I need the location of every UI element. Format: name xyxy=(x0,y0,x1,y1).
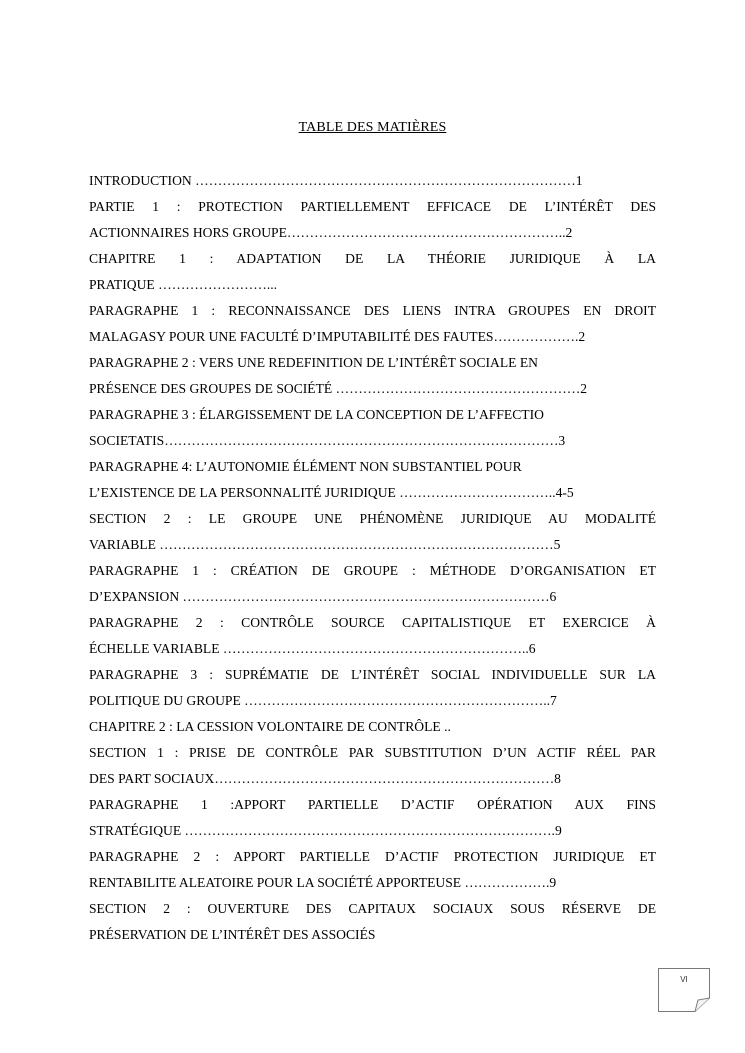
toc-line: PRÉSENCE DES GROUPES DE SOCIÉTÉ ………………………………………………2 xyxy=(89,381,588,396)
toc-line: ÉCHELLE VARIABLE …………………………………………………………..6 xyxy=(89,641,536,656)
toc-line: PARAGRAPHE 1 : RECONNAISSANCE DES LIENS INTRA GROUPES EN DROIT xyxy=(89,303,656,318)
toc-line: STRATÉGIQUE ……………………………………………………………………….9 xyxy=(89,823,562,838)
page-number-box xyxy=(658,968,710,1012)
toc-line: PRATIQUE ……………………... xyxy=(89,277,278,292)
table-of-contents xyxy=(89,171,656,951)
toc-line: PARAGRAPHE 2 : CONTRÔLE SOURCE CAPITALISTIQUE ET EXERCICE À xyxy=(89,615,656,630)
toc-line: MALAGASY POUR UNE FACULTÉ D’IMPUTABILITÉ DES FAUTES……………….2 xyxy=(89,329,586,344)
toc-line: PARAGRAPHE 3 : SUPRÉMATIE DE L’INTÉRÊT SOCIAL INDIVIDUELLE SUR LA xyxy=(89,667,656,682)
toc-line: PARAGRAPHE 1 :APPORT PARTIELLE D’ACTIF OPÉRATION AUX FINS xyxy=(89,797,656,812)
toc-line: CHAPITRE 1 : ADAPTATION DE LA THÉORIE JURIDIQUE À LA xyxy=(89,251,656,266)
page-number: VI xyxy=(680,975,688,984)
toc-line: ACTIONNAIRES HORS GROUPE……………………………………………………..2 xyxy=(89,225,573,240)
toc-line: SOCIETATIS……………………………………………………………………………3 xyxy=(89,433,566,448)
toc-line: INTRODUCTION …………………………………………………………………………1 xyxy=(89,173,583,188)
toc-line: PRÉSERVATION DE L’INTÉRÊT DES ASSOCIÉS xyxy=(89,927,376,942)
toc-line: POLITIQUE DU GROUPE …………………………………………………………..7 xyxy=(89,693,557,708)
toc-line: PARAGRAPHE 3 : ÉLARGISSEMENT DE LA CONCEPTION DE L’AFFECTIO xyxy=(89,407,544,422)
toc-title: TABLE DES MATIÈRES xyxy=(298,120,447,135)
toc-line: PARAGRAPHE 2 : APPORT PARTIELLE D’ACTIF PROTECTION JURIDIQUE ET xyxy=(89,849,656,864)
toc-line: D’EXPANSION ………………………………………………………………………6 xyxy=(89,589,557,604)
toc-line: PARAGRAPHE 4: L’AUTONOMIE ÉLÉMENT NON SUBSTANTIEL POUR xyxy=(89,459,522,474)
toc-line: SECTION 2 : LE GROUPE UNE PHÉNOMÈNE JURIDIQUE AU MODALITÉ xyxy=(89,511,656,526)
toc-line: SECTION 2 : OUVERTURE DES CAPITAUX SOCIAUX SOUS RÉSERVE DE xyxy=(89,901,656,916)
toc-line: RENTABILITE ALEATOIRE POUR LA SOCIÉTÉ APPORTEUSE ……………….9 xyxy=(89,875,557,890)
toc-line: CHAPITRE 2 : LA CESSION VOLONTAIRE DE CONTRÔLE .. xyxy=(89,719,451,734)
toc-line: PARAGRAPHE 1 : CRÉATION DE GROUPE : MÉTHODE D’ORGANISATION ET xyxy=(89,563,656,578)
toc-line: PARTIE 1 : PROTECTION PARTIELLEMENT EFFICACE DE L’INTÉRÊT DES xyxy=(89,199,656,214)
toc-line: PARAGRAPHE 2 : VERS UNE REDEFINITION DE L’INTÉRÊT SOCIALE EN xyxy=(89,355,538,370)
toc-line: SECTION 1 : PRISE DE CONTRÔLE PAR SUBSTITUTION D’UN ACTIF RÉEL PAR xyxy=(89,745,656,760)
toc-line: DES PART SOCIAUX…………………………………………………………………8 xyxy=(89,771,561,786)
toc-line: VARIABLE ……………………………………………………………………………5 xyxy=(89,537,561,552)
toc-line: L’EXISTENCE DE LA PERSONNALITÉ JURIDIQUE ……………………………..4-5 xyxy=(89,485,574,500)
